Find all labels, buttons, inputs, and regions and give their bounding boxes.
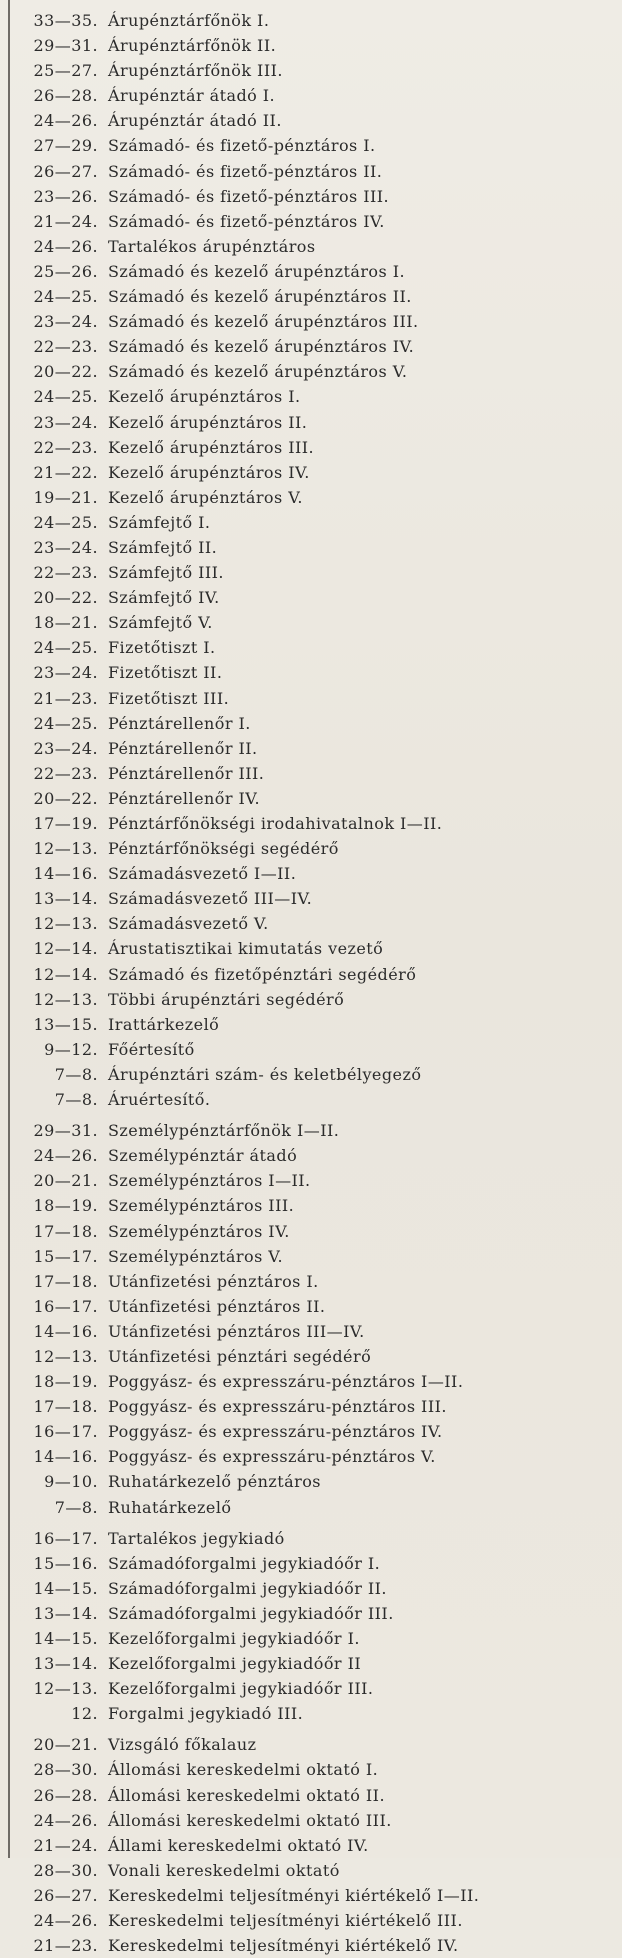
grade-range: 24—25.	[33, 387, 98, 407]
position-title: Kezelőforgalmi jegykiadóőr III.	[108, 1679, 374, 1699]
position-title: Pénztárfőnökségi irodahivatalnok I—II.	[108, 814, 443, 833]
list-item	[0, 1143, 622, 1168]
list-item	[0, 1469, 622, 1494]
grade-range: 26—28.	[33, 86, 98, 106]
list-item	[0, 686, 622, 711]
grade-range: 22—23.	[33, 437, 98, 457]
position-title: Kereskedelmi teljesítményi kiértékelő IV.	[108, 1936, 459, 1956]
position-title: Kezelő árupénztáros V.	[108, 487, 303, 507]
grade-range: 7—8.	[54, 1497, 98, 1517]
position-title: Állami kereskedelmi oktató IV.	[108, 1835, 369, 1855]
position-title: Árupénztárfőnök II.	[108, 36, 277, 56]
grade-range: 21—23.	[33, 688, 98, 708]
grade-range: 28—30.	[33, 1860, 98, 1880]
position-title: Kezelő árupénztáros III.	[108, 437, 315, 457]
grade-range: 13—14.	[33, 1603, 98, 1623]
grade-range: 24—25.	[33, 713, 98, 733]
grade-range: 9—10.	[44, 1472, 98, 1492]
position-title: Poggyász- és expresszáru-pénztáros V.	[108, 1447, 436, 1467]
grade-range: 14—15.	[33, 1578, 98, 1598]
grade-range: 26—27.	[33, 1885, 98, 1905]
list-item	[0, 886, 622, 911]
grade-range: 24—26.	[33, 1911, 98, 1931]
grade-range: 16—17.	[33, 1528, 98, 1548]
position-title: Ruhatárkezelő pénztáros	[108, 1472, 321, 1492]
list-item	[0, 1495, 622, 1520]
grade-range: 13—15.	[33, 1014, 98, 1034]
grade-range: 15—16.	[33, 1553, 98, 1573]
list-item	[0, 1037, 622, 1062]
position-title: Vizsgáló főkalauz	[108, 1735, 257, 1755]
grade-range: 24—25.	[33, 638, 98, 658]
grade-range: 7—8.	[54, 1064, 98, 1084]
list-item	[0, 8, 622, 33]
grade-range: 21—23.	[33, 1936, 98, 1956]
grade-range: 26—27.	[33, 161, 98, 181]
grade-range: 20—21.	[33, 1735, 98, 1755]
grade-range: 19—21.	[33, 487, 98, 507]
list-item	[0, 1908, 622, 1933]
grade-range: 24—25.	[33, 287, 98, 307]
position-title: Számadó és kezelő árupénztáros II.	[108, 287, 412, 307]
grade-range: 12—14.	[33, 964, 98, 984]
position-title: Fizetőtiszt III.	[108, 688, 230, 708]
position-title: Főértesítő	[108, 1039, 195, 1059]
list-item	[0, 485, 622, 510]
position-title: Kereskedelmi teljesítményi kiértékelő III.	[108, 1911, 463, 1931]
list-item	[0, 1701, 622, 1726]
position-title: Állomási kereskedelmi oktató II.	[108, 1785, 385, 1805]
list-item	[0, 1933, 622, 1958]
list-item	[0, 911, 622, 936]
grade-range: 17—19.	[33, 814, 98, 833]
grade-range: 23—24.	[33, 312, 98, 332]
position-title: Kezelőforgalmi jegykiadóőr II	[108, 1654, 362, 1674]
list-item	[0, 736, 622, 761]
grade-range: 20—22.	[33, 362, 98, 382]
position-title: Kezelő árupénztáros IV.	[108, 462, 310, 482]
position-title: Pénztárellenőr II.	[108, 738, 258, 758]
list-item	[0, 1269, 622, 1294]
grade-range: 33—35.	[33, 11, 98, 30]
list-item	[0, 435, 622, 460]
list-item	[0, 1676, 622, 1701]
position-title: Kezelő árupénztáros I.	[108, 387, 301, 407]
list-item	[0, 1757, 622, 1782]
list-item	[0, 1369, 622, 1394]
position-group	[0, 8, 622, 1112]
position-title: Személypénztáros V.	[108, 1246, 284, 1266]
list-item	[0, 1551, 622, 1576]
position-title: Személypénztár átadó	[108, 1146, 298, 1166]
position-title: Számadóforgalmi jegykiadóőr III.	[108, 1603, 394, 1623]
position-title: Áruértesítő.	[108, 1090, 211, 1110]
list-item	[0, 1344, 622, 1369]
position-title: Poggyász- és expresszáru-pénztáros IV.	[108, 1422, 443, 1442]
position-title: Számfejtő I.	[108, 512, 211, 532]
list-item	[0, 711, 622, 736]
list-item	[0, 1651, 622, 1676]
list-item	[0, 1833, 622, 1858]
position-title: Személypénztáros IV.	[108, 1221, 290, 1241]
position-title: Fizetőtiszt II.	[108, 663, 223, 683]
position-title: Számadó- és fizető-pénztáros II.	[108, 161, 383, 181]
grade-range: 22—23.	[33, 563, 98, 583]
position-title: Állomási kereskedelmi oktató I.	[108, 1760, 379, 1780]
list-item	[0, 234, 622, 259]
position-title: Számfejtő IV.	[108, 588, 220, 608]
list-item	[0, 1419, 622, 1444]
position-title: Utánfizetési pénztári segédérő	[108, 1346, 372, 1366]
position-title: Számfejtő II.	[108, 537, 218, 557]
position-title: Pénztárellenőr I.	[108, 713, 251, 733]
grade-range: 25—26.	[33, 261, 98, 281]
position-title: Számadóforgalmi jegykiadóőr II.	[108, 1578, 387, 1598]
position-title: Személypénztárfőnök I—II.	[108, 1121, 340, 1141]
list-item	[0, 460, 622, 485]
position-title: Számadó és kezelő árupénztáros III.	[108, 312, 419, 332]
position-title: Számadó- és fizető-pénztáros III.	[108, 186, 390, 206]
list-item	[0, 359, 622, 384]
position-title: Számfejtő III.	[108, 563, 224, 583]
grade-range: 14—16.	[33, 864, 98, 884]
list-item	[0, 635, 622, 660]
list-item	[0, 83, 622, 108]
grade-range: 12.	[71, 1704, 98, 1724]
list-item	[0, 1576, 622, 1601]
position-title: Számadó és kezelő árupénztáros V.	[108, 362, 408, 382]
list-item	[0, 108, 622, 133]
position-title: Számadó- és fizető-pénztáros I.	[108, 136, 376, 156]
grade-range: 12—13.	[33, 989, 98, 1009]
list-item	[0, 987, 622, 1012]
position-title: Forgalmi jegykiadó III.	[108, 1704, 304, 1724]
position-title: Árupénztárfőnök III.	[108, 61, 283, 81]
position-title: Vonali kereskedelmi oktató	[108, 1860, 340, 1880]
grade-range: 26—28.	[33, 1785, 98, 1805]
grade-range: 14—16.	[33, 1447, 98, 1467]
position-title: Pénztárellenőr IV.	[108, 788, 260, 808]
grade-range: 13—14.	[33, 1654, 98, 1674]
list-item	[0, 1118, 622, 1143]
grade-range: 29—31.	[33, 36, 98, 56]
list-item	[0, 1319, 622, 1344]
grade-range: 14—15.	[33, 1629, 98, 1648]
position-title: Személypénztáros I—II.	[108, 1171, 311, 1191]
list-item	[0, 811, 622, 836]
grade-range: 14—16.	[33, 1321, 98, 1341]
position-title: Árupénztárfőnök I.	[108, 11, 270, 30]
list-item	[0, 259, 622, 284]
position-title: Kezelőforgalmi jegykiadóőr I.	[108, 1629, 360, 1648]
position-title: Árupénztár átadó II.	[108, 111, 282, 131]
position-title: Számadó és kezelő árupénztáros IV.	[108, 337, 415, 357]
list-item	[0, 1783, 622, 1808]
list-item	[0, 836, 622, 861]
list-item	[0, 309, 622, 334]
list-item	[0, 1526, 622, 1551]
position-title: Árustatisztikai kimutatás vezető	[108, 939, 384, 959]
grade-range: 24—26.	[33, 1810, 98, 1830]
position-title: Tartalékos árupénztáros	[108, 236, 316, 256]
salary-grade-list	[0, 8, 622, 1958]
list-item	[0, 334, 622, 359]
list-item	[0, 1012, 622, 1037]
grade-range: 20—22.	[33, 588, 98, 608]
grade-range: 23—24.	[33, 412, 98, 432]
position-title: Ruhatárkezelő	[108, 1497, 232, 1517]
grade-range: 21—24.	[33, 211, 98, 231]
position-title: Számadásvezető I—II.	[108, 864, 297, 884]
list-item	[0, 410, 622, 435]
grade-range: 18—21.	[33, 613, 98, 633]
list-item	[0, 1087, 622, 1112]
grade-range: 22—23.	[33, 337, 98, 357]
grade-range: 13—14.	[33, 889, 98, 909]
grade-range: 20—22.	[33, 788, 98, 808]
list-item	[0, 761, 622, 786]
list-item	[0, 58, 622, 83]
grade-range: 16—17.	[33, 1296, 98, 1316]
position-title: Utánfizetési pénztáros I.	[108, 1271, 319, 1291]
grade-range: 18—19.	[33, 1372, 98, 1392]
grade-range: 17—18.	[33, 1397, 98, 1417]
list-item	[0, 1444, 622, 1469]
list-item	[0, 535, 622, 560]
list-item	[0, 1168, 622, 1193]
grade-range: 12—13.	[33, 1679, 98, 1699]
position-title: Személypénztáros III.	[108, 1196, 295, 1216]
position-title: Pénztárfőnökségi segédérő	[108, 839, 339, 859]
grade-range: 12—13.	[33, 1346, 98, 1366]
position-title: Utánfizetési pénztáros II.	[108, 1296, 326, 1316]
position-title: Számadásvezető III—IV.	[108, 889, 313, 909]
grade-range: 9—12.	[44, 1039, 98, 1059]
position-title: Számadó és kezelő árupénztáros I.	[108, 261, 406, 281]
grade-range: 27—29.	[33, 136, 98, 156]
grade-range: 20—21.	[33, 1171, 98, 1191]
list-item	[0, 1601, 622, 1626]
position-title: Többi árupénztári segédérő	[108, 989, 345, 1009]
grade-range: 24—25.	[33, 512, 98, 532]
list-item	[0, 1193, 622, 1218]
position-title: Poggyász- és expresszáru-pénztáros III.	[108, 1397, 447, 1417]
position-title: Fizetőtiszt I.	[108, 638, 216, 658]
grade-range: 17—18.	[33, 1271, 98, 1291]
grade-range: 23—24.	[33, 663, 98, 683]
position-title: Kezelő árupénztáros II.	[108, 412, 308, 432]
list-item	[0, 1244, 622, 1269]
list-item	[0, 184, 622, 209]
grade-range: 12—13.	[33, 839, 98, 859]
list-item	[0, 861, 622, 886]
list-item	[0, 1808, 622, 1833]
grade-range: 28—30.	[33, 1760, 98, 1780]
position-title: Poggyász- és expresszáru-pénztáros I—II.	[108, 1372, 464, 1392]
list-item	[0, 33, 622, 58]
grade-range: 24—26.	[33, 236, 98, 256]
grade-range: 12—13.	[33, 914, 98, 934]
position-title: Árupénztári szám- és keletbélyegező	[108, 1064, 422, 1084]
list-item	[0, 209, 622, 234]
list-item	[0, 133, 622, 158]
grade-range: 21—24.	[33, 1835, 98, 1855]
position-title: Számadó- és fizető-pénztáros IV.	[108, 211, 385, 231]
grade-range: 29—31.	[33, 1121, 98, 1141]
list-item	[0, 962, 622, 987]
list-item	[0, 384, 622, 409]
position-title: Kereskedelmi teljesítményi kiértékelő I—II.	[108, 1885, 480, 1905]
list-item	[0, 936, 622, 961]
list-item	[0, 560, 622, 585]
position-title: Tartalékos jegykiadó	[108, 1528, 285, 1548]
position-title: Számfejtő V.	[108, 613, 213, 633]
grade-range: 23—26.	[33, 186, 98, 206]
grade-range: 22—23.	[33, 763, 98, 783]
list-item	[0, 1294, 622, 1319]
position-title: Számadó és fizetőpénztári segédérő	[108, 964, 417, 984]
grade-range: 16—17.	[33, 1422, 98, 1442]
position-title: Számadóforgalmi jegykiadóőr I.	[108, 1553, 381, 1573]
grade-range: 12—14.	[33, 939, 98, 959]
grade-range: 21—22.	[33, 462, 98, 482]
position-title: Irattárkezelő	[108, 1014, 220, 1034]
grade-range: 25—27.	[33, 61, 98, 81]
grade-range: 15—17.	[33, 1246, 98, 1266]
position-title: Számadásvezető V.	[108, 914, 269, 934]
position-group	[0, 1118, 622, 1520]
grade-range: 7—8.	[54, 1090, 98, 1110]
list-item	[0, 585, 622, 610]
list-item	[0, 786, 622, 811]
position-title: Állomási kereskedelmi oktató III.	[108, 1810, 392, 1830]
list-item	[0, 1732, 622, 1757]
position-group	[0, 1732, 622, 1958]
list-item	[0, 510, 622, 535]
position-title: Árupénztár átadó I.	[108, 86, 276, 106]
list-item	[0, 1626, 622, 1651]
grade-range: 23—24.	[33, 537, 98, 557]
grade-range: 24—26.	[33, 111, 98, 131]
position-title: Pénztárellenőr III.	[108, 763, 265, 783]
list-item	[0, 1858, 622, 1883]
position-title: Utánfizetési pénztáros III—IV.	[108, 1321, 365, 1341]
list-item	[0, 1219, 622, 1244]
grade-range: 23—24.	[33, 738, 98, 758]
position-group	[0, 1526, 622, 1727]
grade-range: 17—18.	[33, 1221, 98, 1241]
list-item	[0, 610, 622, 635]
list-item	[0, 284, 622, 309]
grade-range: 24—26.	[33, 1146, 98, 1166]
list-item	[0, 660, 622, 685]
list-item	[0, 1062, 622, 1087]
grade-range: 18—19.	[33, 1196, 98, 1216]
list-item	[0, 159, 622, 184]
list-item	[0, 1883, 622, 1908]
list-item	[0, 1394, 622, 1419]
